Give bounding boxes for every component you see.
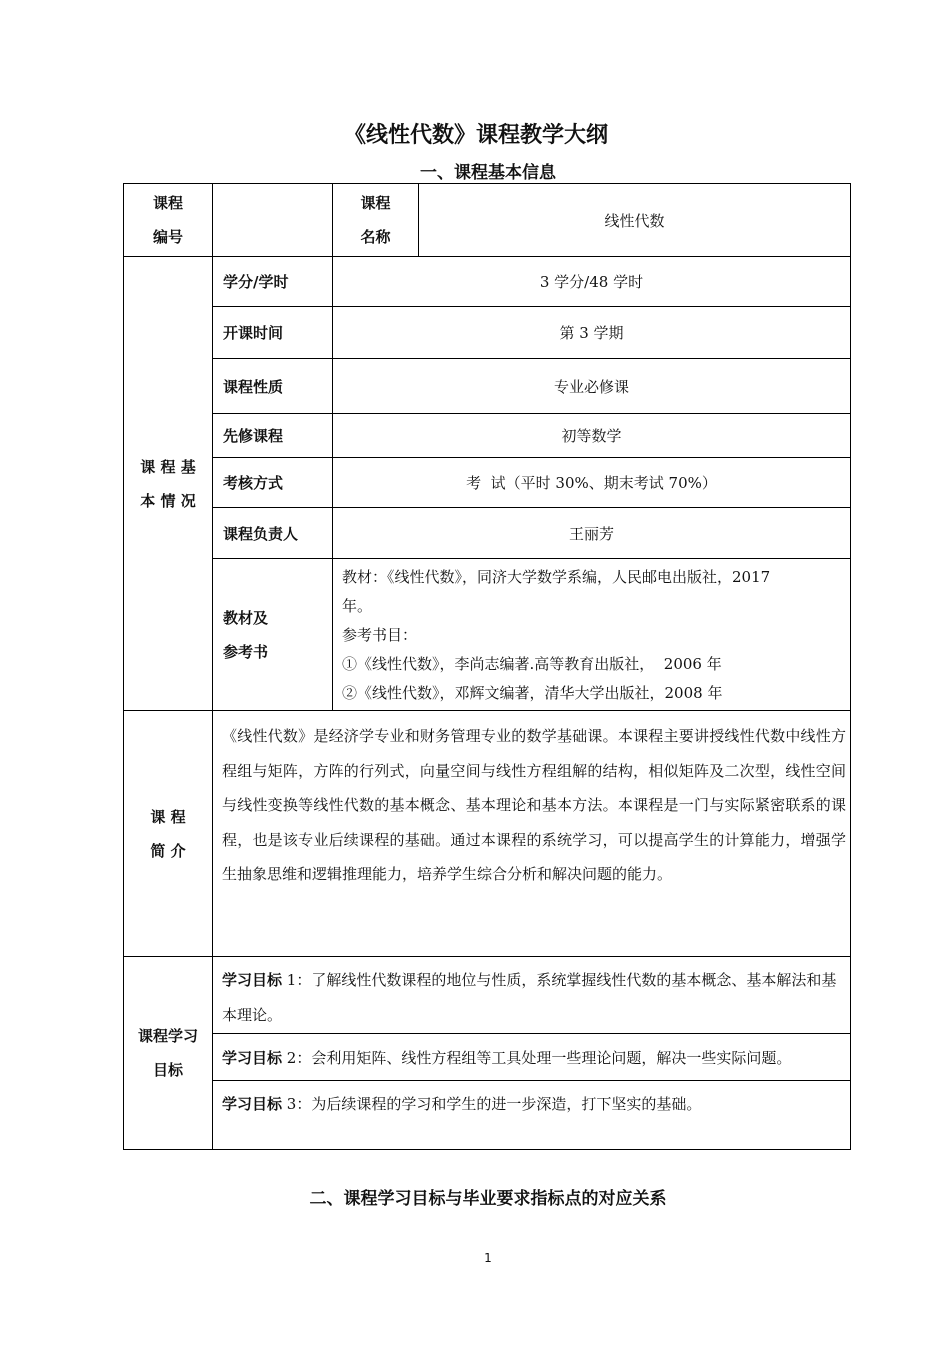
- course-info-table: [123, 183, 851, 1150]
- table-row: [124, 508, 851, 559]
- textbook-line: 教材：《线性代数》，同济大学数学系编，人民邮电出版社，2017: [342, 568, 771, 586]
- learning-goal-3: 学习目标 3：为后续课程的学习和学生的进一步深造，打下坚实的基础。: [213, 1081, 851, 1150]
- table-row: [124, 307, 851, 359]
- course-intro-text: 《线性代数》是经济学专业和财务管理专业的数学基础课。本课程主要讲授线性代数中线性方程组与矩阵，方阵的行列式，向量空间与线性方程组解的结构，相似矩阵及二次型，线性空间与线性变换等线性代数的基本概念、基本理论和基本方法。本课程是一门与实际紧密联系的课程，也是该专业后续课程的基础。通过本课程的系统学习，可以提高学生的计算能力，增强学生抽象思维和逻辑推理能力，培养学生综合分析和解决问题的能力。: [213, 711, 851, 957]
- textbook-line: 年。: [342, 597, 373, 615]
- credit-hours-value: 3 学分/48 学时: [333, 257, 851, 307]
- table-row: [124, 184, 851, 257]
- learning-goals-label: 课程学习 目标: [124, 957, 213, 1150]
- credit-hours-label: 学分/学时: [213, 257, 333, 307]
- table-row: [124, 257, 851, 307]
- course-name-label: 课程 名称: [333, 184, 419, 257]
- table-row: [124, 414, 851, 458]
- course-type-label: 课程性质: [213, 359, 333, 414]
- table-row: [124, 711, 851, 957]
- assessment-value: 考 试（平时 30%、期末考试 70%）: [333, 458, 851, 508]
- basic-info-label: 课 程 基 本 情 况: [124, 257, 213, 711]
- assessment-label: 考核方式: [213, 458, 333, 508]
- learning-goal-1: 学习目标 1：了解线性代数课程的地位与性质，系统掌握线性代数的基本概念、基本解法和基本理论。: [213, 957, 851, 1034]
- table-row: [124, 359, 851, 414]
- course-name-value: 线性代数: [419, 184, 851, 257]
- table-row: [124, 559, 851, 711]
- table-row: [124, 458, 851, 508]
- course-code-value: [213, 184, 333, 257]
- semester-label: 开课时间: [213, 307, 333, 359]
- reference-item: ①《线性代数》，李尚志编著.高等教育出版社， 2006 年: [342, 655, 722, 673]
- course-type-value: 专业必修课: [333, 359, 851, 414]
- section-heading-basic-info: 一、课程基本信息: [420, 163, 556, 183]
- table-row: [124, 1034, 851, 1081]
- textbook-value: [333, 559, 851, 711]
- course-lead-label: 课程负责人: [213, 508, 333, 559]
- reference-item: ②《线性代数》，邓辉文编著，清华大学出版社，2008 年: [342, 684, 723, 702]
- reference-heading: 参考书目：: [342, 626, 418, 644]
- prerequisite-label: 先修课程: [213, 414, 333, 458]
- semester-value: 第 3 学期: [333, 307, 851, 359]
- learning-goal-2: 学习目标 2：会利用矩阵、线性方程组等工具处理一些理论问题，解决一些实际问题。: [213, 1034, 851, 1081]
- course-intro-label: 课 程 简 介: [124, 711, 213, 957]
- prerequisite-value: 初等数学: [333, 414, 851, 458]
- textbook-label: 教材及 参考书: [213, 559, 333, 711]
- document-title: 《线性代数》课程教学大纲: [343, 123, 608, 148]
- course-code-label: 课程 编号: [124, 184, 213, 257]
- course-lead-value: 王丽芳: [333, 508, 851, 559]
- table-row: [124, 957, 851, 1034]
- page-number: 1: [484, 1251, 492, 1265]
- section-heading-goal-mapping: 二、课程学习目标与毕业要求指标点的对应关系: [309, 1189, 667, 1209]
- table-row: [124, 1081, 851, 1150]
